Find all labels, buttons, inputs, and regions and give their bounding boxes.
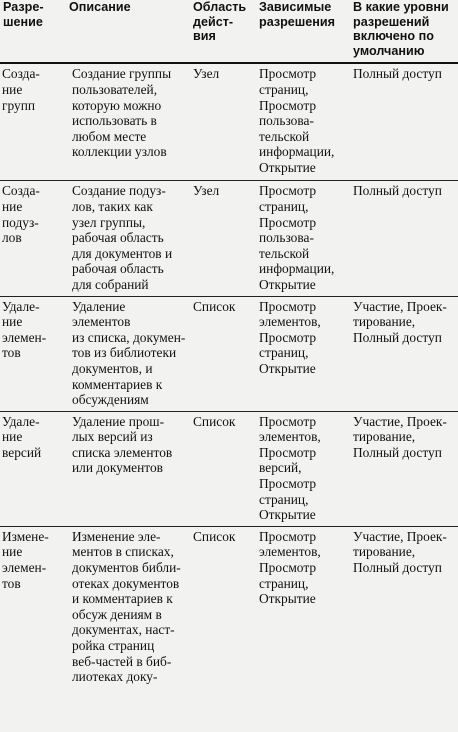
cell-description: Изменение эле- ментов в списках, документов библи- отеках документов и комментариев к обсуж дениям в документах, наст- ройка страниц веб-частей в биб- лиотеках доку- [72, 528, 181, 685]
cell-description: Создание подуз- лов, таких как узел группы, рабочая область для документов и рабочая область для собраний [72, 183, 173, 292]
table-row [0, 526, 458, 732]
cell-levels: Полный доступ [353, 183, 442, 199]
header-levels: В какие уровни разрешений включено по умолчанию [353, 0, 449, 58]
table-body [0, 63, 458, 731]
table-header [0, 0, 458, 63]
header-description: Описание [69, 0, 131, 14]
cell-scope: Список [193, 528, 236, 544]
cell-description: Удаление элементов из списка, докумен- тов из библиотеки документов, и комментариев к обсуждениям [72, 298, 186, 408]
cell-dependent: Просмотр элементов, Просмотр страниц, Открытие [259, 528, 321, 607]
cell-description: Создание группы пользователей, которую можно использовать в любом месте коллекции узлов [72, 66, 172, 160]
table-row [0, 181, 458, 296]
cell-permission: Измене- ние элемен- тов [2, 528, 49, 591]
cell-permission: Созда- ние подуз- лов [2, 183, 40, 246]
cell-levels: Участие, Проек- тирование, Полный доступ [353, 298, 447, 345]
cell-dependent: Просмотр страниц, Просмотр пользова- тельской информации, Открытие [259, 66, 335, 175]
cell-scope: Список [193, 298, 236, 314]
cell-dependent: Просмотр страниц, Просмотр пользова- тельской информации, Открытие [259, 183, 335, 292]
cell-permission: Созда- ние групп [2, 66, 40, 113]
cell-levels: Полный доступ [353, 66, 442, 82]
cell-permission: Удале- ние версий [2, 413, 42, 460]
header-scope: Область дейст- вия [193, 0, 247, 44]
cell-levels: Участие, Проек- тирование, Полный доступ [353, 413, 447, 460]
cell-permission: Удале- ние элемен- тов [2, 298, 47, 361]
cell-scope: Список [193, 413, 236, 429]
header-dependent: Зависимые разрешения [259, 0, 336, 29]
cell-dependent: Просмотр элементов, Просмотр страниц, Открытие [259, 298, 321, 376]
cell-description: Удаление прош- лых версий из списка элементов или документов [72, 413, 173, 476]
header-row [0, 0, 458, 63]
cell-scope: Узел [193, 66, 220, 82]
table-row [0, 63, 458, 181]
cell-scope: Узел [193, 183, 220, 199]
table-row [0, 411, 458, 526]
header-permission: Разре- шение [3, 0, 44, 29]
cell-dependent: Просмотр элементов, Просмотр версий, Просмотр страниц, Открытие [259, 413, 321, 523]
cell-levels: Участие, Проек- тирование, Полный доступ [353, 528, 447, 576]
table-row [0, 296, 458, 411]
